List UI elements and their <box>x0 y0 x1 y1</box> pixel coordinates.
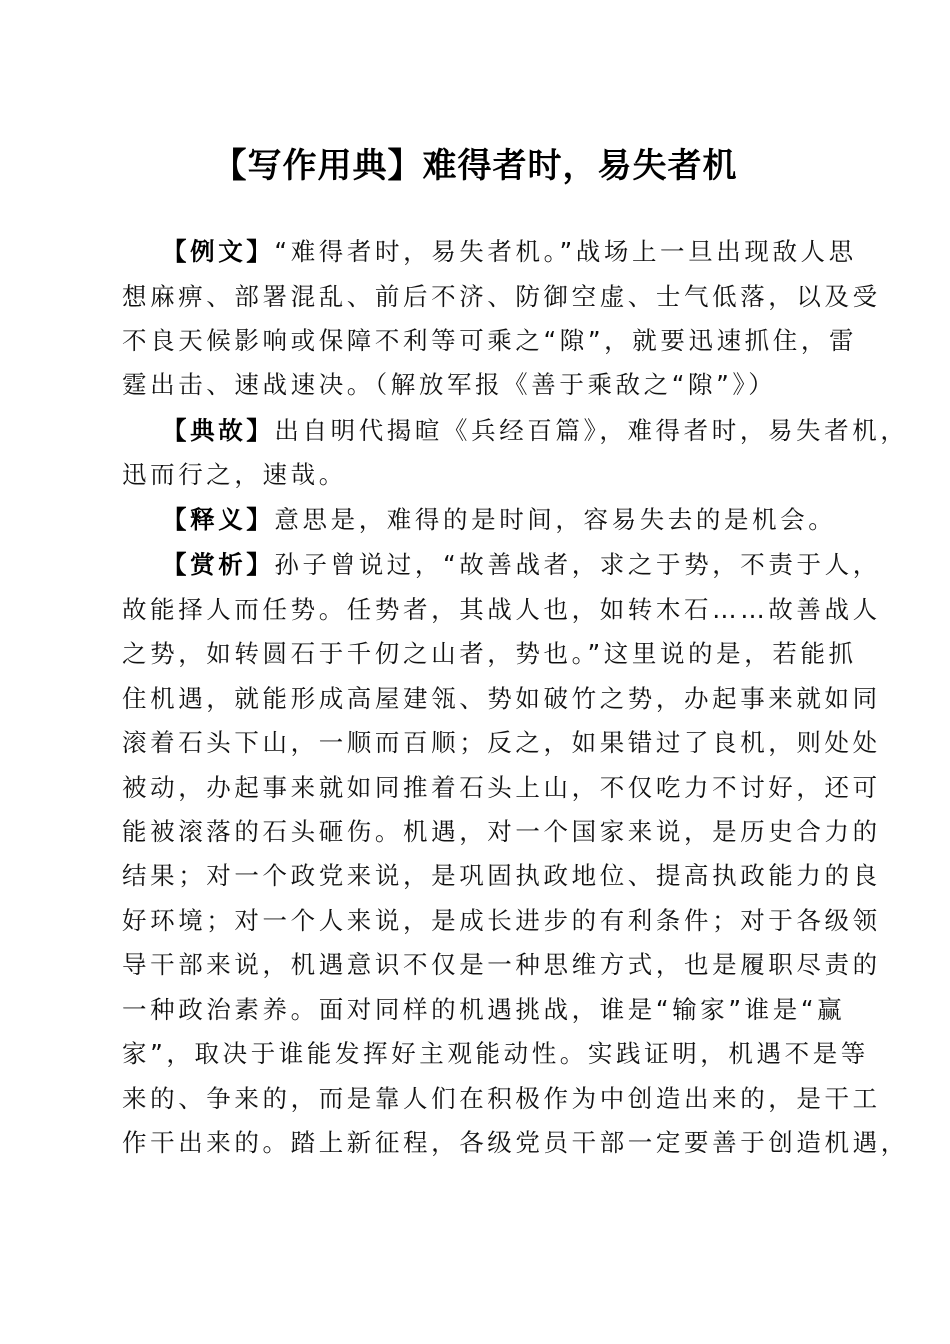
paragraph-analysis-line: 家”，取决于谁能发挥好主观能动性。实践证明，机遇不是等 <box>122 1039 869 1068</box>
document-title: 【写作用典】难得者时，易失者机 <box>212 146 738 186</box>
paragraph-example-line: 不良天候影响或保障不利等可乘之“隙”，就要迅速抓住，雷 <box>122 326 858 355</box>
section-label-allusion: 【典故】 <box>162 416 275 445</box>
paragraph-analysis-line: 滚着石头下山，一顺而百顺；反之，如果错过了良机，则处处 <box>122 728 881 757</box>
paragraph-analysis-line: 能被滚落的石头砸伤。机遇，对一个国家来说，是历史合力的 <box>122 817 881 846</box>
paragraph-example-line: 霆出击、速战速决。（解放军报《善于乘敌之“隙”》） <box>122 370 777 399</box>
section-label-meaning: 【释义】 <box>162 505 275 534</box>
paragraph-text: 意思是，难得的是时间，容易失去的是机会。 <box>274 505 837 534</box>
paragraph-text: “难得者时，易失者机。”战场上一旦出现敌人思 <box>274 237 857 266</box>
paragraph-analysis-line: 之势，如转圆石于千仞之山者，势也。”这里说的是，若能抓 <box>122 639 857 668</box>
paragraph-example-line <box>162 236 872 268</box>
paragraph-analysis-line: 导干部来说，机遇意识不仅是一种思维方式，也是履职尽责的 <box>122 950 881 979</box>
paragraph-analysis-line: 结果；对一个政党来说，是巩固执政地位、提高执政能力的良 <box>122 861 881 890</box>
paragraph-analysis-line: 作干出来的。踏上新征程，各级党员干部一定要善于创造机遇， <box>122 1128 909 1157</box>
paragraph-analysis-line: 故能择人而任势。任势者，其战人也，如转木石……故善战人 <box>122 595 881 624</box>
paragraph-text: 孙子曾说过，“故善战者，求之于势，不责于人， <box>274 550 881 579</box>
paragraph-analysis-line: 来的、争来的，而是靠人们在积极作为中创造出来的，是干工 <box>122 1084 881 1113</box>
paragraph-analysis-line: 一种政治素养。面对同样的机遇挑战，谁是“输家”谁是“赢 <box>122 995 846 1024</box>
paragraph-analysis-line: 被动，办起事来就如同推着石头上山，不仅吃力不讨好，还可 <box>122 773 881 802</box>
paragraph-analysis-line <box>162 549 881 581</box>
paragraph-allusion-line: 迅而行之，速哉。 <box>122 460 347 489</box>
paragraph-allusion-line <box>162 415 909 447</box>
paragraph-analysis-line: 住机遇，就能形成高屋建瓴、势如破竹之势，办起事来就如同 <box>122 684 881 713</box>
paragraph-text: 出自明代揭暄《兵经百篇》，难得者时，易失者机， <box>274 416 909 445</box>
section-label-example: 【例文】 <box>162 237 275 266</box>
paragraph-example-line: 想麻痹、部署混乱、前后不济、防御空虚、士气低落，以及受 <box>122 282 881 311</box>
paragraph-meaning-line <box>162 504 872 536</box>
paragraph-analysis-line: 好环境；对一个人来说，是成长进步的有利条件；对于各级领 <box>122 906 881 935</box>
section-label-analysis: 【赏析】 <box>162 550 275 579</box>
